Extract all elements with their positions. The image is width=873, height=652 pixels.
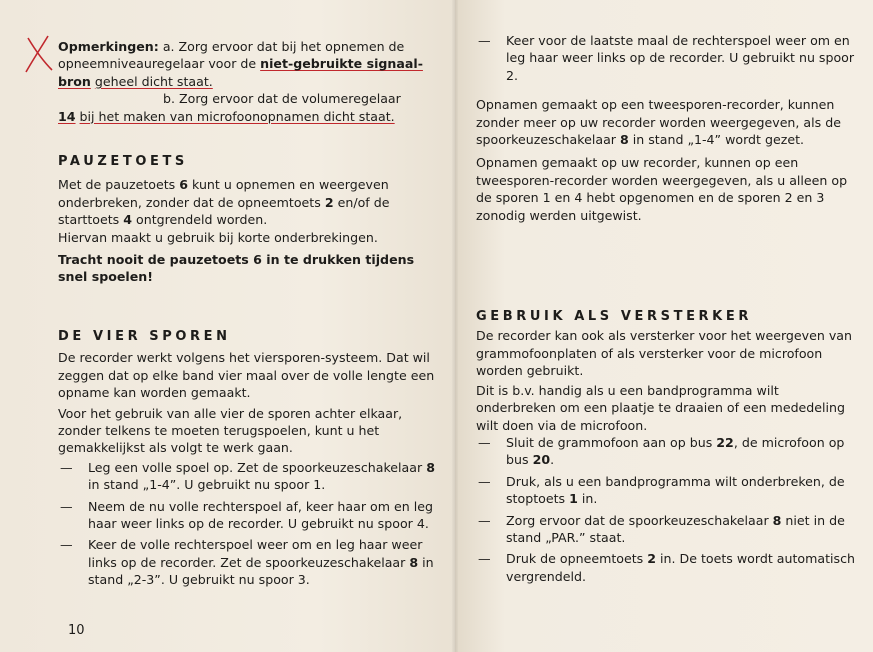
tracks-steps-list (58, 459, 443, 589)
list-item: — Druk, als u een bandprogramma wilt onderbreken, de stoptoets 1 in. (478, 473, 845, 507)
left-column (58, 38, 443, 589)
right-column (476, 32, 858, 585)
remarks-label: Opmerkingen: (58, 39, 159, 54)
remarks-b: b. Zorg ervoor dat de volumeregelaar (163, 91, 401, 107)
list-item: — Sluit de grammofoon aan op bus 22, de microfoon op bus 20. (478, 434, 845, 468)
heading-gebruik-als-versterker: GEBRUIK ALS VERSTERKER (476, 309, 752, 325)
list-item: — Leg een volle spoel op. Zet de spoorkeuzeschakelaar 8 in stand „1-4”. U gebruikt nu spoor 1. (60, 459, 435, 493)
book-gutter (452, 0, 458, 652)
remarks-b-cont: 14 bij het maken van microfoonopnamen dicht staat. (58, 108, 395, 124)
tracks-paragraph-2: Voor het gebruik van alle vier de sporen achter elkaar, zonder telkens te moeten terugspoelen, kunt u het gemakkelijkst als volgt te werk gaan. (58, 405, 403, 456)
two-track-paragraph: Opnamen gemaakt op een tweesporen-recorder, kunnen zonder meer op uw recorder worden weergegeven, als de spoorkeuzeschakelaar 8 in stand „1-4” wordt gezet. (476, 97, 841, 148)
amp-paragraph-1: De recorder kan ook als versterker voor het weergeven van grammofoonplaten of als versterker voor de microfoon worden gebruikt. (476, 328, 852, 379)
list-item: — Zorg ervoor dat de spoorkeuzeschakelaar 8 niet in de stand „PAR.” staat. (478, 512, 845, 545)
own-recorder-paragraph: Opnamen gemaakt op uw recorder, kunnen op een tweesporen-recorder worden weergegeven, als u alleen op de sporen 1 en 4 hebt opgenomen en de sporen 2 en 3 zonodig werden uitgewist. (476, 155, 848, 223)
list-item: — Keer de volle rechterspoel weer om en leg haar weer links op de recorder. Zet de spoorkeuzeschakelaar 8 in stand „2-3”. U gebruikt nu spoor 3. (60, 537, 434, 588)
amp-steps-list (476, 434, 858, 585)
heading-de-vier-sporen: DE VIER SPOREN (58, 328, 231, 344)
handwritten-x-mark (22, 34, 56, 74)
remarks-a: Opmerkingen: a. Zorg ervoor dat bij het opnemen de opneemniveauregelaar voor de niet-gebruikte signaal- bron geheel dicht staat. (58, 39, 423, 89)
tracks-steps-list-cont (476, 32, 858, 84)
pause-warning: Tracht nooit de pauzetoets 6 in te drukken tijdens snel spoelen! (58, 252, 415, 285)
pause-paragraph-1: Met de pauzetoets 6 kunt u opnemen en weergeven onderbreken, zonder dat de opneemtoets 2 en/of de starttoets 4 ontgrendeld worden. (58, 177, 390, 228)
tracks-paragraph-1: De recorder werkt volgens het viersporen-systeem. Dat wil zeggen dat op elke band vier maal over de volle lengte een opname kan worden gemaakt. (58, 350, 435, 401)
amp-paragraph-2: Dit is b.v. handig als u een bandprogramma wilt onderbreken om een plaatje te draaien of een mededeling wilt doen via de microfoon. (476, 382, 846, 433)
list-item: — Neem de nu volle rechterspoel af, keer haar om en leg haar weer links op de recorder. U gebruikt nu spoor 4. (60, 498, 433, 531)
pause-paragraph-2: Hiervan maakt u gebruik bij korte onderbrekingen. (58, 229, 378, 245)
heading-pauzetoets: PAUZETOETS (58, 154, 188, 170)
highlight-signal-source: niet-gebruikte signaal- (260, 56, 423, 72)
list-item: — Keer voor de laatste maal de rechterspoel weer om en leg haar weer links op de recorder. U gebruikt nu spoor 2. (478, 33, 855, 83)
list-item: — Druk de opneemtoets 2 in. De toets wordt automatisch vergrendeld. (478, 551, 855, 584)
page-number: 10 (68, 623, 85, 638)
